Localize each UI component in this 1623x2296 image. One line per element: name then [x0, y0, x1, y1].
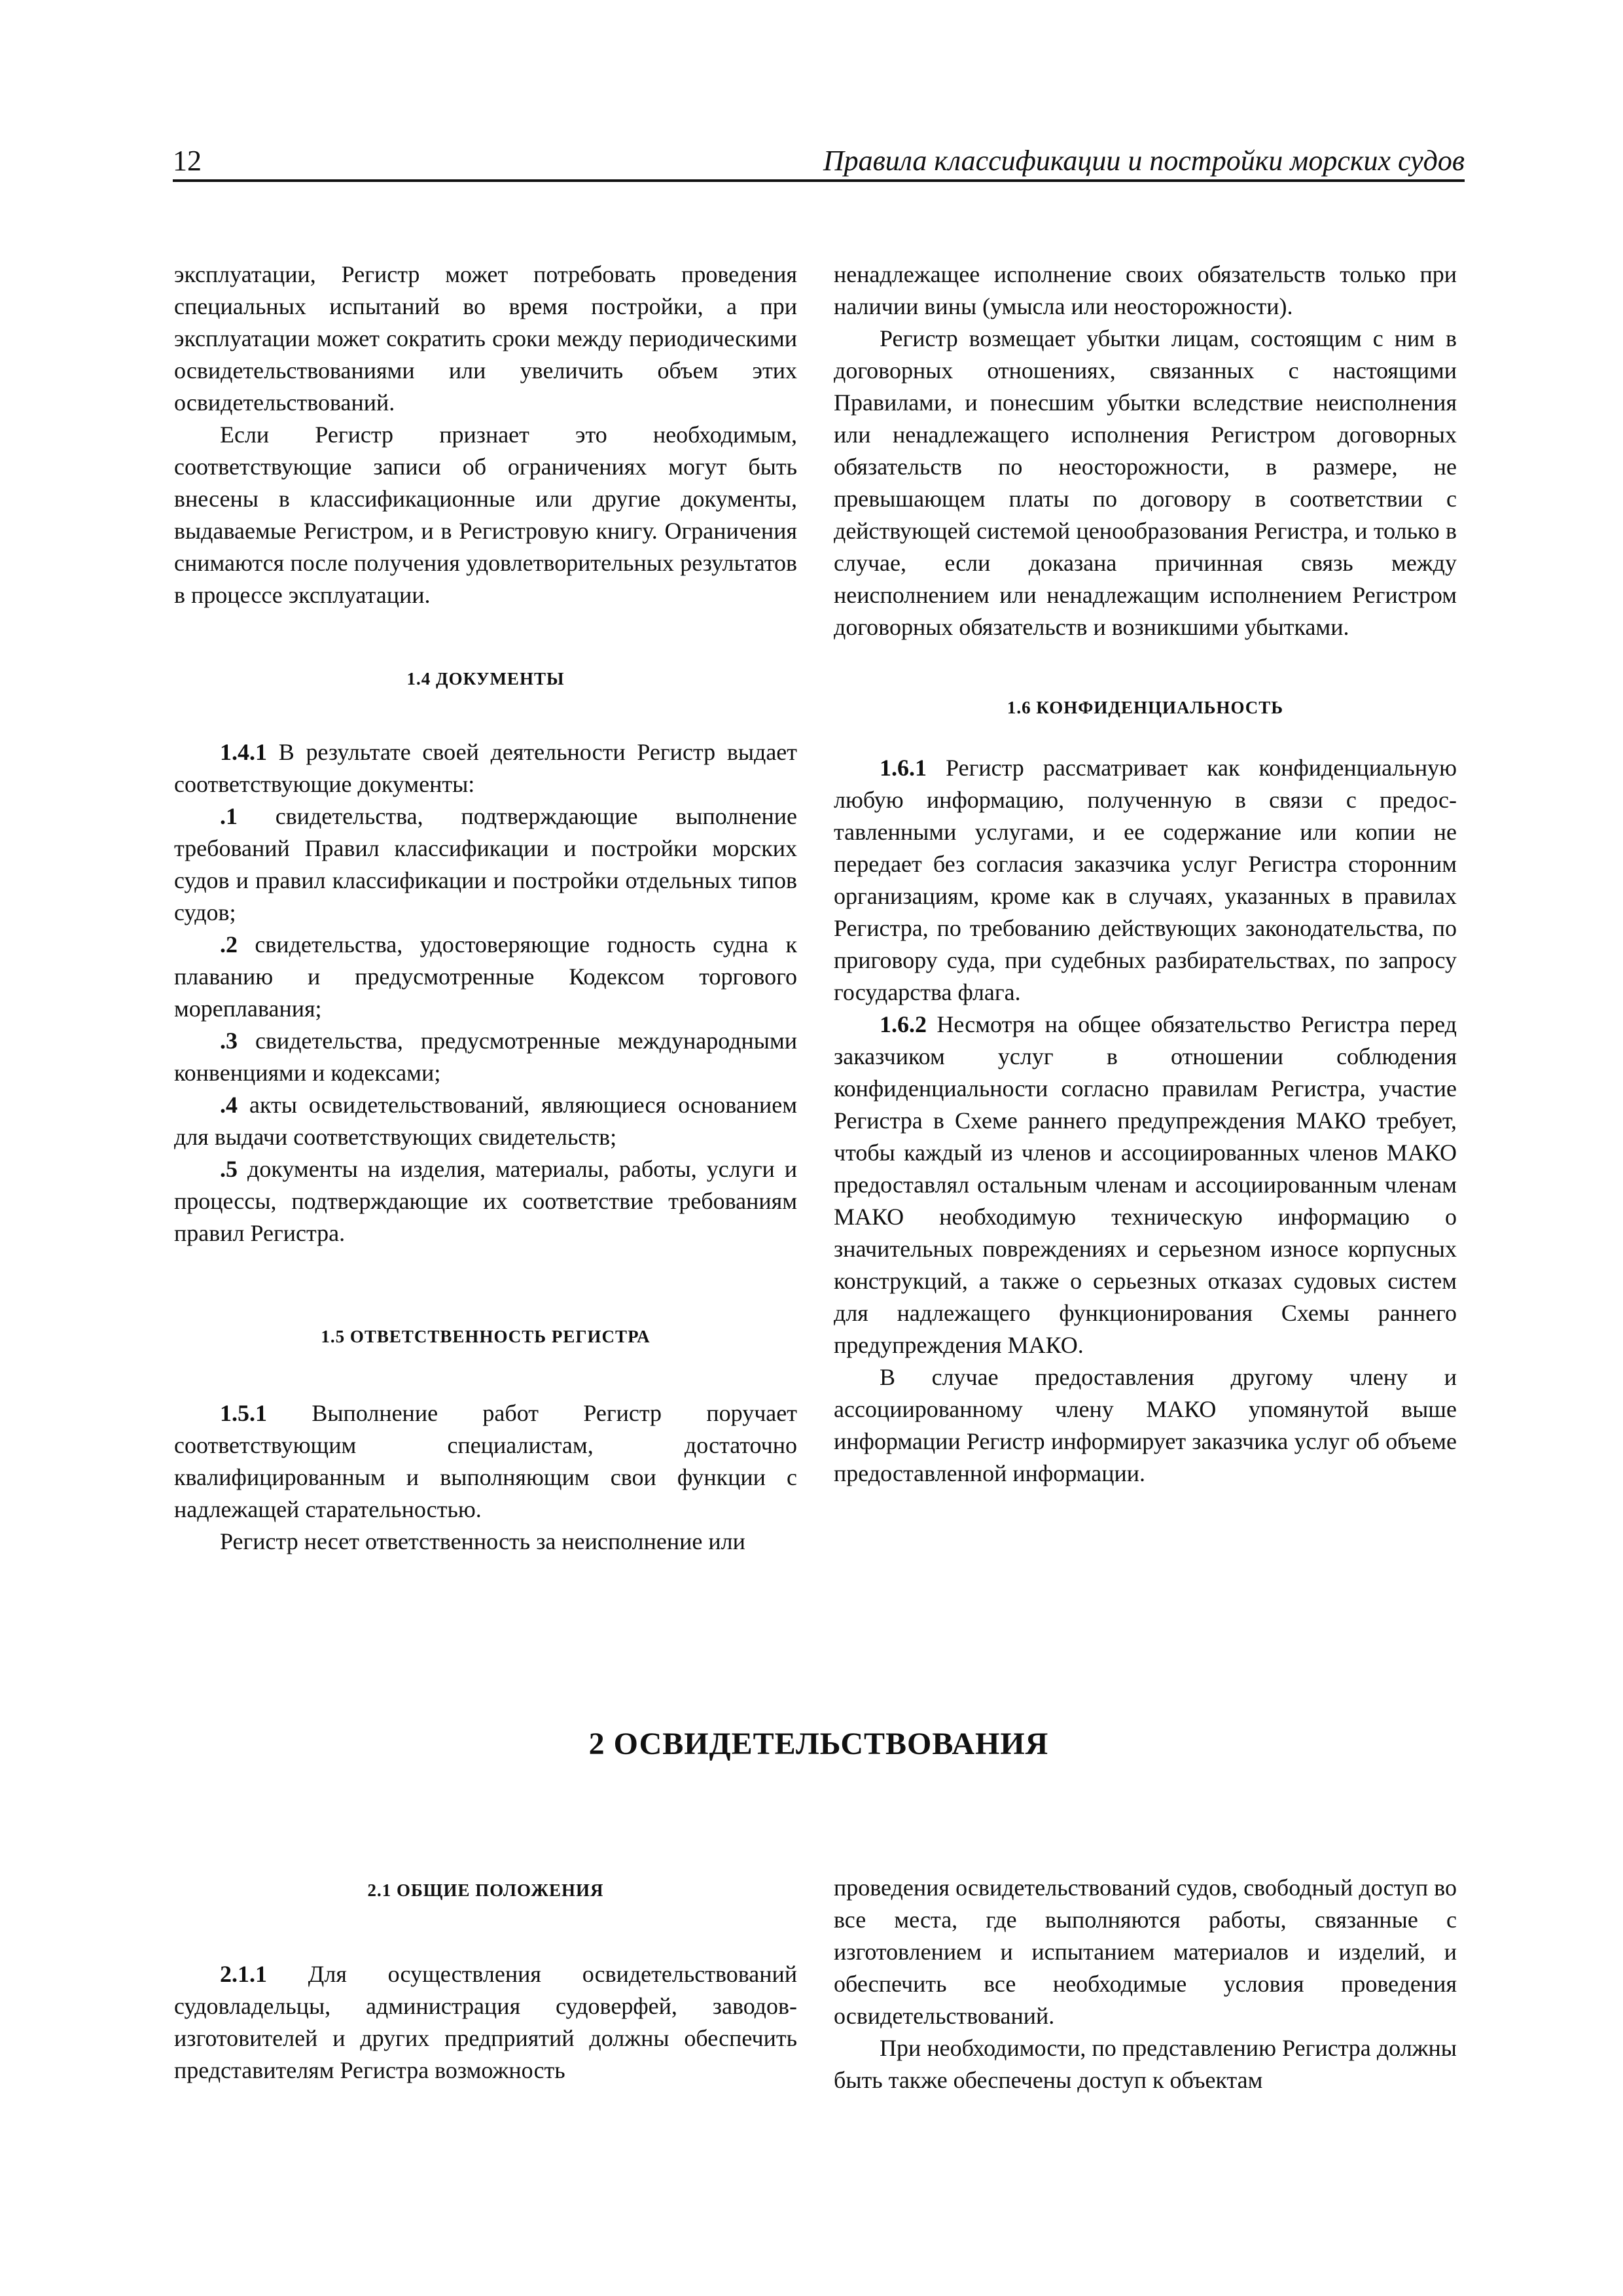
page-number: 12 — [173, 145, 202, 177]
running-title: Правила классификации и постройки морских судов — [823, 145, 1465, 177]
paragraph-iacs-info: В случае предоставления другому члену и ассоциированному члену МАКО упомянутой выше информации Регистр информирует заказчика услуг об объеме предоставленной информации. — [834, 1364, 1457, 1486]
paragraph-continuation: проведения освидетельствований судов, свободный доступ во все места, где выполняются работы, связанные с изготовлением и испытанием материалов и изделий, и обеспечить все необходимые условия проведения освидетельствований. — [834, 1874, 1457, 2029]
paragraph-1-5-1 — [174, 1397, 797, 1526]
clause-number: 1.6.2 — [880, 1011, 927, 1037]
item-text: свидетельства, удостоверяющие годность судна к плаванию и предусмотренные Кодексом торгового мореплавания; — [174, 931, 798, 1022]
clause-text: В результате своей деятельности Регистр выдает соответствующие документы: — [174, 739, 798, 797]
top-right-column — [834, 259, 1457, 1490]
paragraph-continuation: ненадлежащее исполнение своих обязательств только при наличии вины (умысла или неосторожности). — [834, 261, 1457, 319]
item-number: .1 — [220, 803, 238, 829]
paragraph-1-6-2 — [834, 1009, 1457, 1361]
paragraph-access: При необходимости, по представлению Регистра должны быть также обеспечены доступ к объектам — [834, 2035, 1457, 2093]
clause-number: 1.5.1 — [220, 1400, 267, 1426]
top-left-column — [174, 259, 797, 1558]
clause-text: Выполнение работ Регистр поручает соответствующим специалистам, достаточно квалифицированным и выполняющим свои функции с надлежащей старательностью. — [174, 1400, 797, 1522]
bottom-left-column — [174, 1872, 797, 2087]
item-text: документы на изделия, материалы, работы, услуги и процессы, подтверждающие их соответствие требованиям правил Регистра. — [174, 1156, 798, 1246]
paragraph-continuation: эксплуатации, Регистр может потребовать проведения специальных испытаний во время постройки, а при эксплуатации может сократить сроки между периодическими освидетельствованиями или увеличить объем этих освидетельствований. — [174, 261, 797, 416]
item-number: .3 — [220, 1028, 238, 1054]
clause-number: 1.4.1 — [220, 739, 267, 765]
item-number: .4 — [220, 1092, 238, 1118]
clause-text: Несмотря на общее обязательство Регистра перед заказчиком услуг в отношении соблюдения конфиденциальности согласно правилам Регистра, участие Регистра в Схеме раннего предупреждения МАКО требует, чтобы каждый из членов и ассоциированных членов МАКО предоставлял остальным членам и ассоциированным членам МАКО необходимую техническую информацию о значительных повреждениях и серьезном износе корпусных конструкций, а также о серьезных отказах судовых систем для надлежащего функционирования Схемы раннего предупреждения МАКО. — [834, 1011, 1457, 1358]
item-text: свидетельства, подтверждающие выполнение требований Правил классификации и постройки морских судов и правил классификации и постройки отдельных типов судов; — [174, 803, 797, 925]
clause-text: Для осуществления освидетельствований судовладельцы, администрация судоверфей, заводов-изготовителей и других предприятий должны обеспечить представителям Регистра возможность — [174, 1961, 798, 2083]
bottom-right-column — [834, 1872, 1457, 2096]
item-text: акты освидетельствований, являющиеся основанием для выдачи соответствующих свидетельств; — [174, 1092, 797, 1150]
list-item-1 — [174, 800, 797, 929]
clause-number: 2.1.1 — [220, 1961, 267, 1987]
paragraph-damages: Регистр возмещает убытки лицам, состоящим с ним в договорных отношениях, связанных с настоящими Правилами, и понесшим убытки вследствие неисполнения или ненадлежащего исполнения Регистром договорных обязательств по неосторожности, в размере, не превышающем платы по договору в соответствии с действующей системой ценообразования Регистра, и только в случае, если доказана причинная связь между неисполнением или ненадлежащим исполнением Регистром договорных обязательств и возникшими убытками. — [834, 325, 1457, 640]
list-item-3 — [174, 1025, 797, 1089]
list-item-5 — [174, 1153, 797, 1249]
item-text: свидетельства, предусмотренные международными конвенциями и кодексами; — [174, 1028, 797, 1086]
paragraph-1-4-1 — [174, 736, 797, 800]
item-number: .2 — [220, 931, 238, 958]
section-heading-1-5: 1.5 ОТВЕТСТВЕННОСТЬ РЕГИСТРА — [321, 1327, 651, 1346]
list-item-4 — [174, 1089, 797, 1153]
clause-number: 1.6.1 — [880, 755, 927, 781]
section-heading-1-4: 1.4 ДОКУМЕНТЫ — [406, 669, 565, 689]
paragraph-liability: Регистр несет ответственность за неисполнение или — [220, 1528, 745, 1554]
section-heading-2-1: 2.1 ОБЩИЕ ПОЛОЖЕНИЯ — [367, 1880, 604, 1900]
paragraph-1-6-1 — [834, 752, 1457, 1009]
page-header — [173, 140, 1465, 182]
paragraph-restrictions: Если Регистр признает это необходимым, соответствующие записи об ограничениях могут быть внесены в классификационные или другие документы, выдаваемые Регистром, и в Регистровую книгу. Ограничения снимаются после получения удовлетворительных результатов в процессе эксплуатации. — [174, 422, 797, 608]
chapter-title: 2 ОСВИДЕТЕЛЬСТВОВАНИЯ — [588, 1727, 1049, 1761]
list-item-2 — [174, 929, 797, 1025]
paragraph-2-1-1 — [174, 1958, 797, 2087]
item-number: .5 — [220, 1156, 238, 1182]
section-heading-1-6: 1.6 КОНФИДЕНЦИАЛЬНОСТЬ — [1007, 698, 1284, 717]
clause-text: Регистр рассматривает как конфиденциальную любую информацию, полученную в связи с предос-тавленными услугами, и ее содержание или копии не передает без согласия заказчика услуг Регистра сторонним организациям, кроме как в случаях, указанных в правилах Регистра, по требованию действующих законодательства, по приговору суда, при судебных разбирательствах, по запросу государства флага. — [834, 755, 1457, 1005]
